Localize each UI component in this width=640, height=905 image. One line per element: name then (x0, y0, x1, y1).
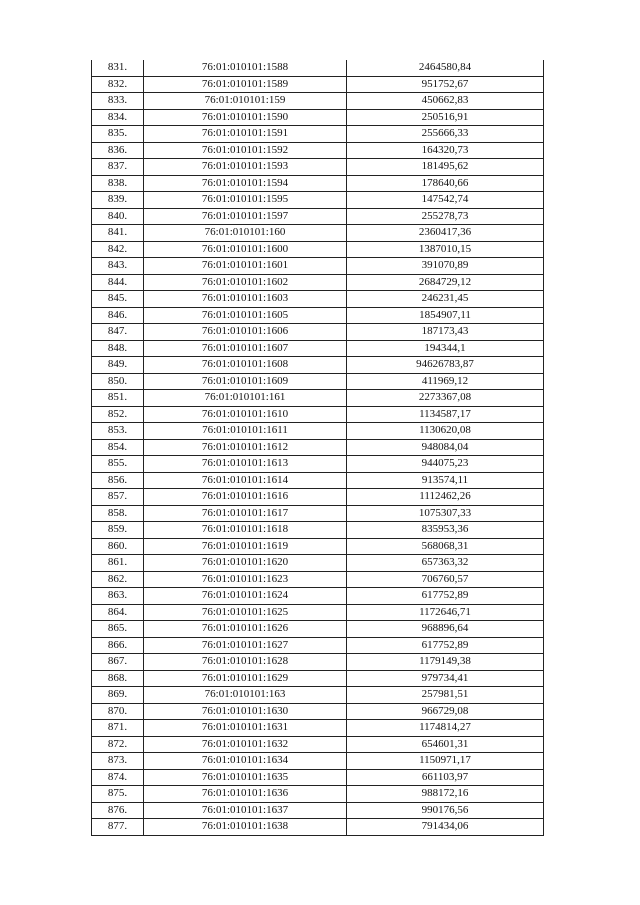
value-cell: 2273367,08 (347, 390, 544, 407)
table-row (92, 538, 544, 555)
row-number-cell: 835. (92, 126, 144, 143)
row-number-cell: 862. (92, 571, 144, 588)
row-number-cell: 847. (92, 324, 144, 341)
value-cell: 617752,89 (347, 588, 544, 605)
row-number-cell: 861. (92, 555, 144, 572)
cadastral-number-cell: 76:01:010101:1616 (144, 489, 347, 506)
cadastral-number-cell: 76:01:010101:1609 (144, 373, 347, 390)
cadastral-number-cell: 76:01:010101:1589 (144, 76, 347, 93)
row-number-cell: 871. (92, 720, 144, 737)
row-number-cell: 858. (92, 505, 144, 522)
value-cell: 411969,12 (347, 373, 544, 390)
value-cell: 654601,31 (347, 736, 544, 753)
value-cell: 2684729,12 (347, 274, 544, 291)
cadastral-number-cell: 76:01:010101:163 (144, 687, 347, 704)
table-row (92, 76, 544, 93)
cadastral-number-cell: 76:01:010101:1597 (144, 208, 347, 225)
value-cell: 255278,73 (347, 208, 544, 225)
table-row (92, 703, 544, 720)
table-row (92, 456, 544, 473)
table-row (92, 769, 544, 786)
value-cell: 2464580,84 (347, 60, 544, 76)
table-row (92, 291, 544, 308)
table-row (92, 258, 544, 275)
table-row (92, 142, 544, 159)
cadastral-number-cell: 76:01:010101:1592 (144, 142, 347, 159)
table-row (92, 357, 544, 374)
cadastral-number-cell: 76:01:010101:1608 (144, 357, 347, 374)
value-cell: 1854907,11 (347, 307, 544, 324)
cadastral-number-cell: 76:01:010101:1627 (144, 637, 347, 654)
table-row (92, 819, 544, 836)
cadastral-number-cell: 76:01:010101:1636 (144, 786, 347, 803)
table-row (92, 753, 544, 770)
value-cell: 1179149,38 (347, 654, 544, 671)
row-number-cell: 839. (92, 192, 144, 209)
cadastral-number-cell: 76:01:010101:1600 (144, 241, 347, 258)
table-row (92, 489, 544, 506)
row-number-cell: 840. (92, 208, 144, 225)
table-row (92, 192, 544, 209)
cadastral-number-cell: 76:01:010101:1614 (144, 472, 347, 489)
row-number-cell: 831. (92, 60, 144, 76)
table-row (92, 225, 544, 242)
row-number-cell: 832. (92, 76, 144, 93)
cadastral-number-cell: 76:01:010101:1637 (144, 802, 347, 819)
row-number-cell: 866. (92, 637, 144, 654)
cadastral-number-cell: 76:01:010101:1618 (144, 522, 347, 539)
value-cell: 246231,45 (347, 291, 544, 308)
row-number-cell: 844. (92, 274, 144, 291)
row-number-cell: 864. (92, 604, 144, 621)
value-cell: 944075,23 (347, 456, 544, 473)
value-cell: 1150971,17 (347, 753, 544, 770)
row-number-cell: 865. (92, 621, 144, 638)
row-number-cell: 859. (92, 522, 144, 539)
table-row (92, 373, 544, 390)
value-cell: 791434,06 (347, 819, 544, 836)
cadastral-number-cell: 76:01:010101:1612 (144, 439, 347, 456)
table-row (92, 588, 544, 605)
table-row (92, 736, 544, 753)
value-cell: 968896,64 (347, 621, 544, 638)
row-number-cell: 875. (92, 786, 144, 803)
row-number-cell: 834. (92, 109, 144, 126)
row-number-cell: 852. (92, 406, 144, 423)
value-cell: 948084,04 (347, 439, 544, 456)
cadastral-number-cell: 76:01:010101:1632 (144, 736, 347, 753)
row-number-cell: 877. (92, 819, 144, 836)
table-row (92, 406, 544, 423)
cadastral-number-cell: 76:01:010101:1606 (144, 324, 347, 341)
table-row (92, 324, 544, 341)
cadastral-number-cell: 76:01:010101:1588 (144, 60, 347, 76)
row-number-cell: 856. (92, 472, 144, 489)
value-cell: 1075307,33 (347, 505, 544, 522)
cadastral-number-cell: 76:01:010101:1630 (144, 703, 347, 720)
cadastral-number-cell: 76:01:010101:1591 (144, 126, 347, 143)
cadastral-number-cell: 76:01:010101:1595 (144, 192, 347, 209)
value-cell: 835953,36 (347, 522, 544, 539)
value-cell: 706760,57 (347, 571, 544, 588)
row-number-cell: 838. (92, 175, 144, 192)
row-number-cell: 863. (92, 588, 144, 605)
table-row (92, 109, 544, 126)
row-number-cell: 849. (92, 357, 144, 374)
row-number-cell: 848. (92, 340, 144, 357)
row-number-cell: 876. (92, 802, 144, 819)
table-row (92, 522, 544, 539)
cadastral-number-cell: 76:01:010101:1617 (144, 505, 347, 522)
cadastral-number-cell: 76:01:010101:1634 (144, 753, 347, 770)
table-row (92, 472, 544, 489)
table-row (92, 60, 544, 76)
value-cell: 2360417,36 (347, 225, 544, 242)
value-cell: 178640,66 (347, 175, 544, 192)
cadastral-number-cell: 76:01:010101:1635 (144, 769, 347, 786)
cadastral-number-cell: 76:01:010101:1603 (144, 291, 347, 308)
row-number-cell: 872. (92, 736, 144, 753)
value-cell: 194344,1 (347, 340, 544, 357)
row-number-cell: 846. (92, 307, 144, 324)
value-cell: 1130620,08 (347, 423, 544, 440)
cadastral-number-cell: 76:01:010101:1613 (144, 456, 347, 473)
table-row (92, 340, 544, 357)
cadastral-number-cell: 76:01:010101:1638 (144, 819, 347, 836)
row-number-cell: 836. (92, 142, 144, 159)
value-cell: 568068,31 (347, 538, 544, 555)
row-number-cell: 845. (92, 291, 144, 308)
value-cell: 1134587,17 (347, 406, 544, 423)
cadastral-number-cell: 76:01:010101:1629 (144, 670, 347, 687)
table-row (92, 720, 544, 737)
cadastral-number-cell: 76:01:010101:1620 (144, 555, 347, 572)
value-cell: 661103,97 (347, 769, 544, 786)
value-cell: 988172,16 (347, 786, 544, 803)
row-number-cell: 869. (92, 687, 144, 704)
value-cell: 164320,73 (347, 142, 544, 159)
cadastral-number-cell: 76:01:010101:1628 (144, 654, 347, 671)
cadastral-value-table (91, 60, 544, 836)
cadastral-number-cell: 76:01:010101:1607 (144, 340, 347, 357)
value-cell: 450662,83 (347, 93, 544, 110)
value-cell: 255666,33 (347, 126, 544, 143)
cadastral-number-cell: 76:01:010101:1631 (144, 720, 347, 737)
table-row (92, 307, 544, 324)
cadastral-number-cell: 76:01:010101:1623 (144, 571, 347, 588)
table-row (92, 637, 544, 654)
table-row (92, 621, 544, 638)
row-number-cell: 867. (92, 654, 144, 671)
value-cell: 1112462,26 (347, 489, 544, 506)
cadastral-number-cell: 76:01:010101:1605 (144, 307, 347, 324)
row-number-cell: 853. (92, 423, 144, 440)
row-number-cell: 833. (92, 93, 144, 110)
table-row (92, 423, 544, 440)
value-cell: 181495,62 (347, 159, 544, 176)
value-cell: 187173,43 (347, 324, 544, 341)
cadastral-number-cell: 76:01:010101:1624 (144, 588, 347, 605)
cadastral-number-cell: 76:01:010101:161 (144, 390, 347, 407)
table-row (92, 175, 544, 192)
table-row (92, 505, 544, 522)
cadastral-number-cell: 76:01:010101:1594 (144, 175, 347, 192)
row-number-cell: 874. (92, 769, 144, 786)
table-row (92, 93, 544, 110)
table-row (92, 555, 544, 572)
cadastral-number-cell: 76:01:010101:1593 (144, 159, 347, 176)
table-row (92, 159, 544, 176)
table-row (92, 274, 544, 291)
table-row (92, 654, 544, 671)
value-cell: 147542,74 (347, 192, 544, 209)
row-number-cell: 860. (92, 538, 144, 555)
table-row (92, 802, 544, 819)
table-row (92, 126, 544, 143)
cadastral-number-cell: 76:01:010101:1626 (144, 621, 347, 638)
value-cell: 657363,32 (347, 555, 544, 572)
table-row (92, 390, 544, 407)
cadastral-number-cell: 76:01:010101:160 (144, 225, 347, 242)
value-cell: 250516,91 (347, 109, 544, 126)
row-number-cell: 873. (92, 753, 144, 770)
value-cell: 391070,89 (347, 258, 544, 275)
row-number-cell: 837. (92, 159, 144, 176)
cadastral-number-cell: 76:01:010101:1619 (144, 538, 347, 555)
value-cell: 951752,67 (347, 76, 544, 93)
cadastral-number-cell: 76:01:010101:1610 (144, 406, 347, 423)
table-row (92, 241, 544, 258)
table-body (92, 60, 544, 835)
row-number-cell: 842. (92, 241, 144, 258)
value-cell: 617752,89 (347, 637, 544, 654)
row-number-cell: 868. (92, 670, 144, 687)
row-number-cell: 850. (92, 373, 144, 390)
value-cell: 913574,11 (347, 472, 544, 489)
row-number-cell: 841. (92, 225, 144, 242)
table-row (92, 670, 544, 687)
cadastral-number-cell: 76:01:010101:1590 (144, 109, 347, 126)
table-row (92, 208, 544, 225)
value-cell: 94626783,87 (347, 357, 544, 374)
document-table-container (91, 60, 543, 836)
row-number-cell: 851. (92, 390, 144, 407)
value-cell: 1174814,27 (347, 720, 544, 737)
table-row (92, 786, 544, 803)
cadastral-number-cell: 76:01:010101:1602 (144, 274, 347, 291)
value-cell: 257981,51 (347, 687, 544, 704)
value-cell: 1387010,15 (347, 241, 544, 258)
cadastral-number-cell: 76:01:010101:1601 (144, 258, 347, 275)
value-cell: 1172646,71 (347, 604, 544, 621)
row-number-cell: 870. (92, 703, 144, 720)
table-row (92, 571, 544, 588)
table-row (92, 439, 544, 456)
row-number-cell: 855. (92, 456, 144, 473)
row-number-cell: 843. (92, 258, 144, 275)
table-row (92, 687, 544, 704)
value-cell: 990176,56 (347, 802, 544, 819)
cadastral-number-cell: 76:01:010101:1625 (144, 604, 347, 621)
value-cell: 979734,41 (347, 670, 544, 687)
cadastral-number-cell: 76:01:010101:1611 (144, 423, 347, 440)
row-number-cell: 854. (92, 439, 144, 456)
cadastral-number-cell: 76:01:010101:159 (144, 93, 347, 110)
table-row (92, 604, 544, 621)
value-cell: 966729,08 (347, 703, 544, 720)
row-number-cell: 857. (92, 489, 144, 506)
